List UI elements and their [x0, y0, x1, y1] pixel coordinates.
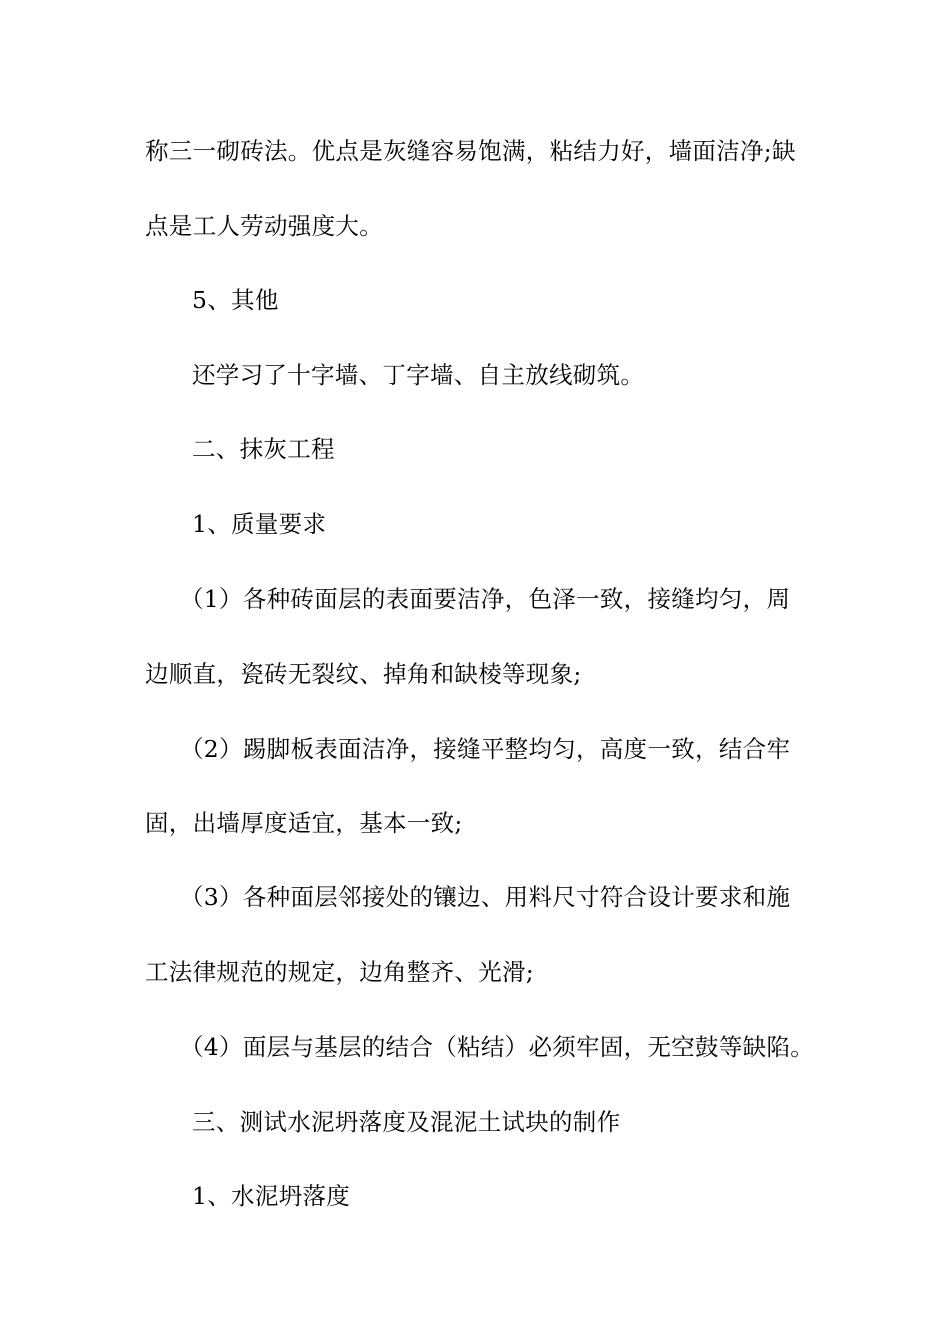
list-item-line: （1）各种砖面层的表面要洁净，色泽一致，接缝均匀，周 [180, 585, 791, 613]
subsection-heading: 5、其他 [192, 286, 279, 314]
paragraph-line: 还学习了十字墙、丁字墙、自主放线砌筑。 [192, 361, 645, 389]
list-item-line: 固，出墙厚度适宜，基本一致; [145, 809, 463, 837]
list-item-line: （2）踢脚板表面洁净，接缝平整均匀，高度一致，结合牢 [180, 735, 791, 763]
paragraph-line: 点是工人劳动强度大。 [145, 212, 383, 240]
list-item-line: （3）各种面层邻接处的镶边、用料尺寸符合设计要求和施 [180, 883, 791, 911]
list-item-line: 工法律规范的规定，边角整齐、光滑; [145, 958, 535, 986]
paragraph-line: 称三一砌砖法。优点是灰缝容易饱满，粘结力好，墙面洁净;缺 [145, 137, 796, 165]
section-heading: 三、测试水泥坍落度及混泥土试块的制作 [192, 1108, 621, 1136]
list-item-line: （4）面层与基层的结合（粘结）必须牢固，无空鼓等缺陷。 [180, 1033, 815, 1061]
list-item-line: 边顺直，瓷砖无裂纹、掉角和缺棱等现象; [145, 660, 582, 688]
subsection-heading: 1、水泥坍落度 [192, 1182, 351, 1210]
subsection-heading: 1、质量要求 [192, 510, 327, 538]
section-heading: 二、抹灰工程 [192, 435, 335, 463]
